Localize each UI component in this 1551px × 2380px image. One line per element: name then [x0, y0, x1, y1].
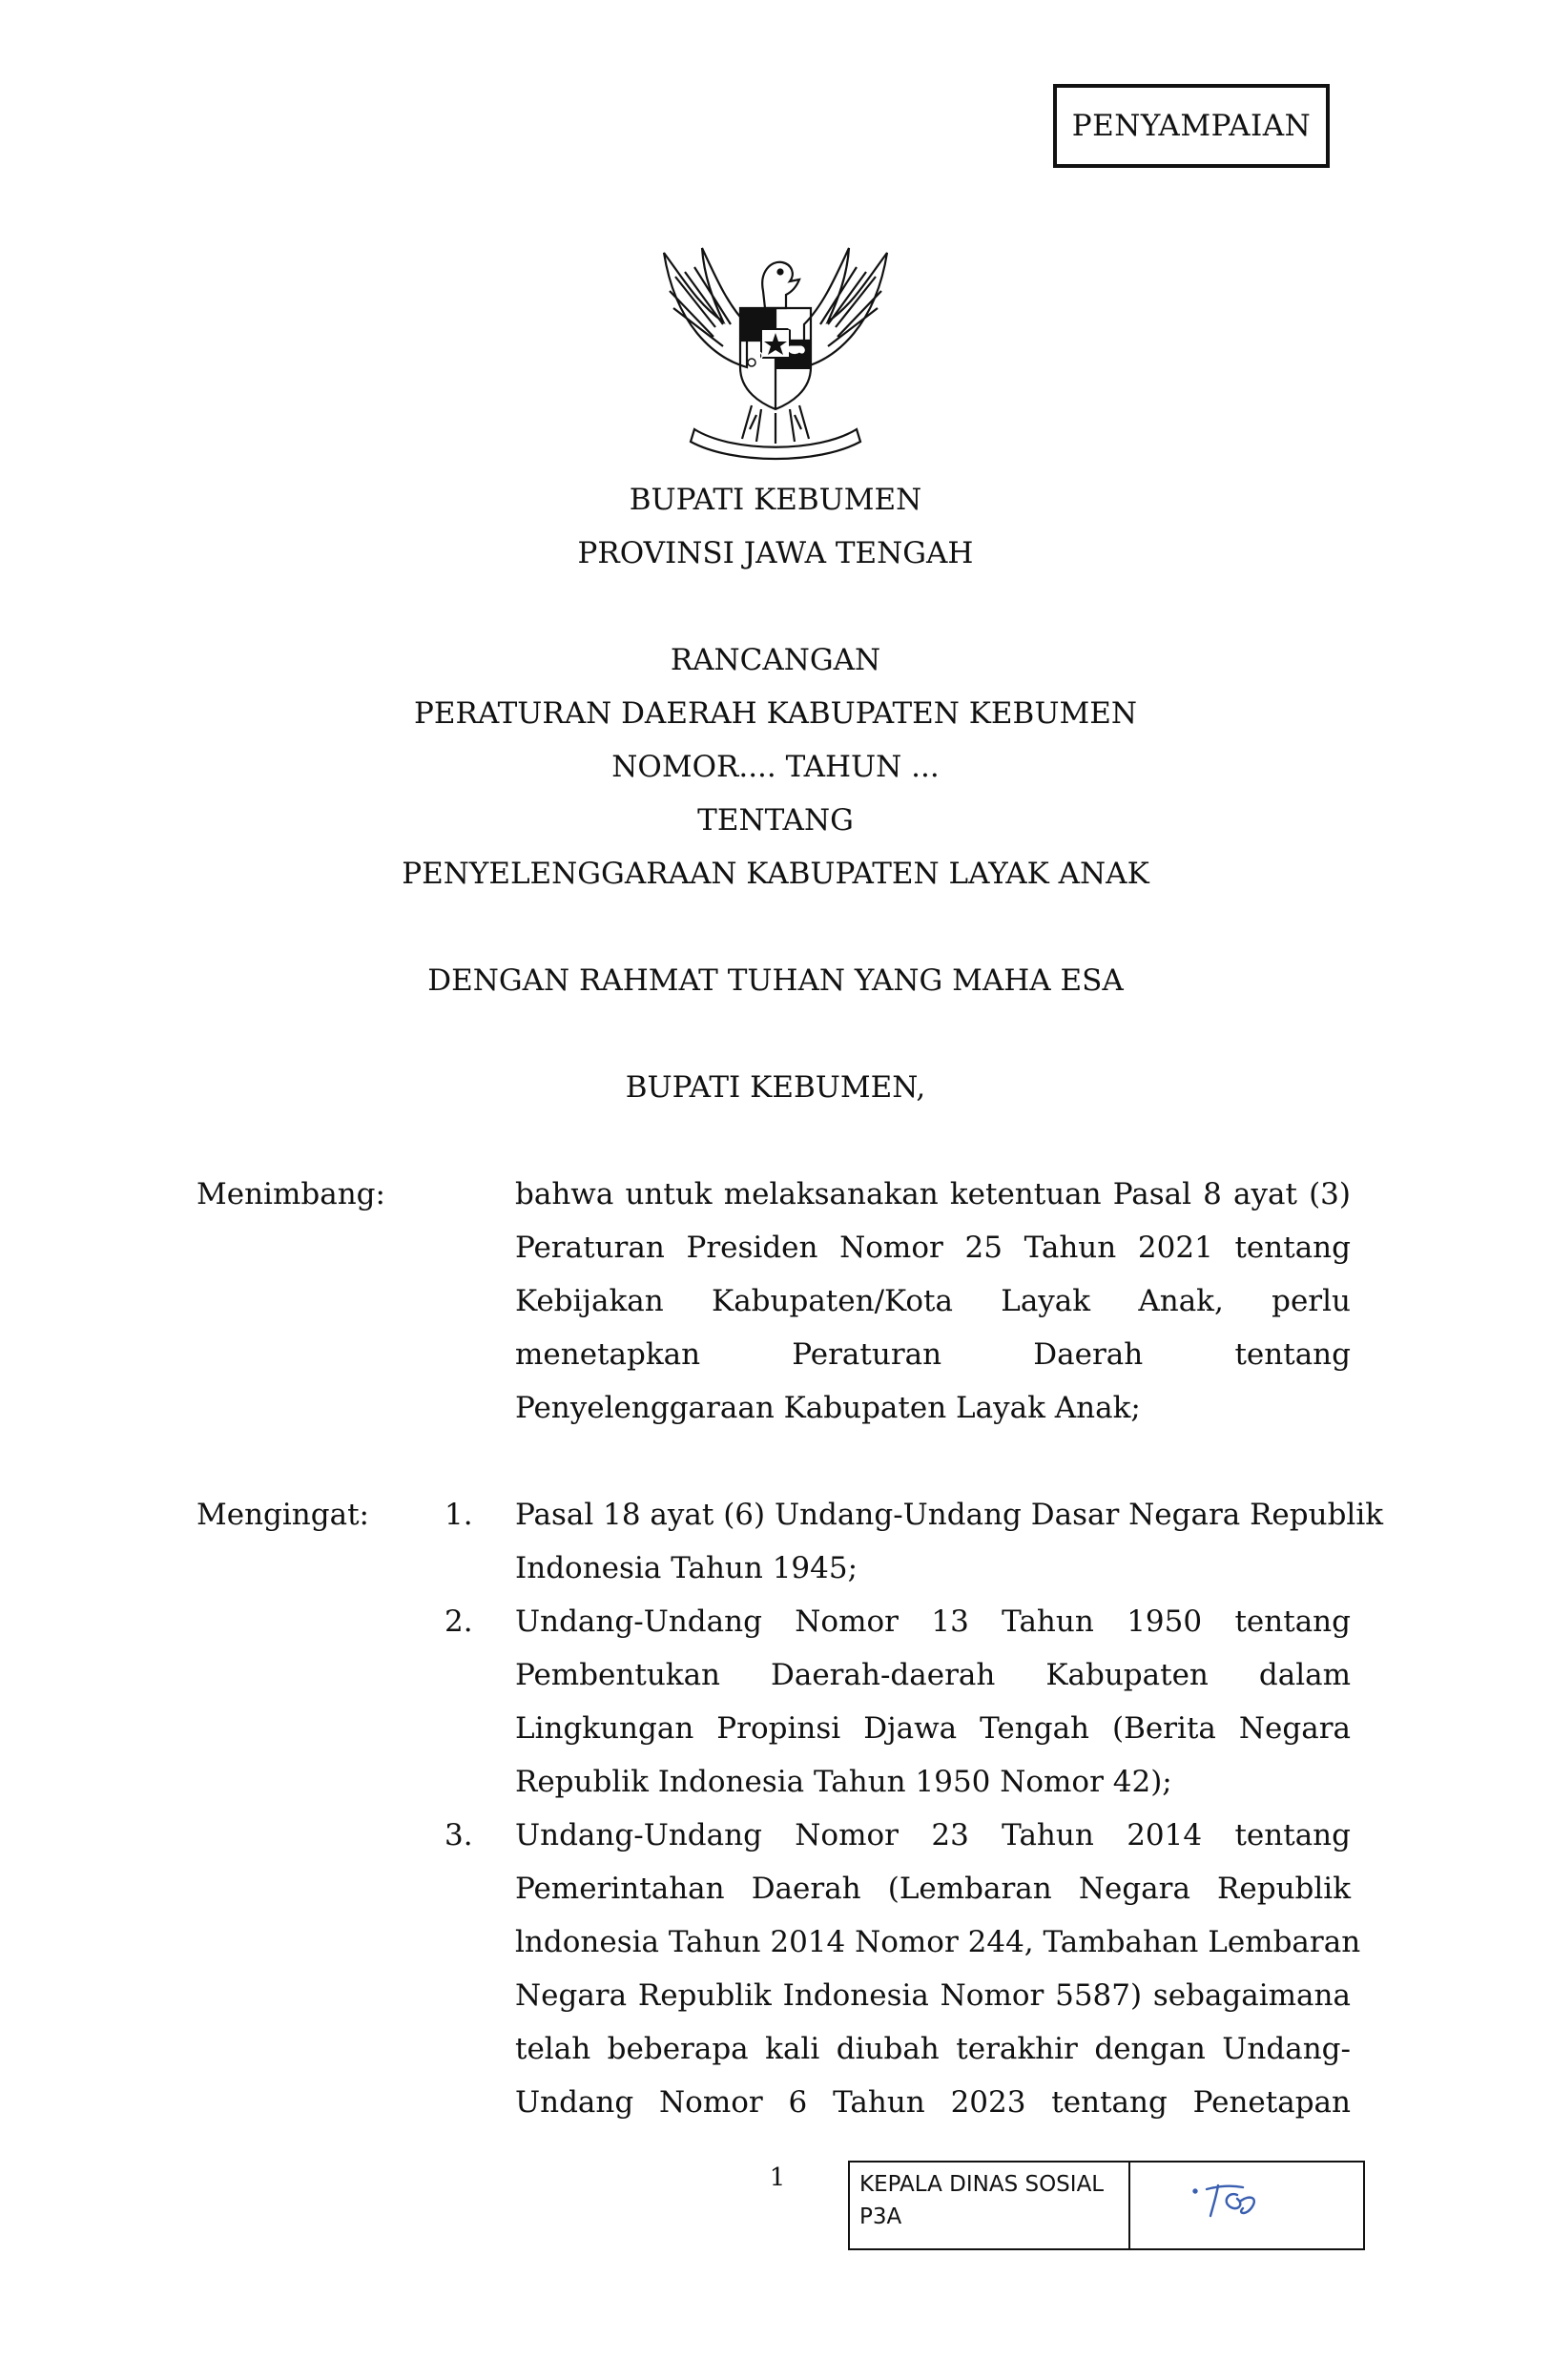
title-bupati-kebumen: BUPATI KEBUMEN, [625, 1070, 926, 1105]
mengingat-item-number: 1. [445, 1498, 473, 1532]
menimbang-line: menetapkan Peraturan Daerah tentang [515, 1337, 1351, 1372]
penyampaian-stamp-box [1053, 84, 1330, 168]
mengingat-item-line: Undang-Undang Nomor 13 Tahun 1950 tentang [515, 1604, 1351, 1639]
mengingat-item-line: Negara Republik Indonesia Nomor 5587) sebagaimana [515, 1978, 1351, 2013]
menimbang-line: Kebijakan Kabupaten/Kota Layak Anak, perlu [515, 1284, 1351, 1318]
mengingat-item-line: lndonesia Tahun 2014 Nomor 244, Tambahan Lembaran [515, 1925, 1361, 1959]
menimbang-line: bahwa untuk melaksanakan ketentuan Pasal 8 ayat (3) [515, 1177, 1351, 1211]
mengingat-item-number: 3. [445, 1818, 473, 1852]
mengingat-item-line: Pemerintahan Daerah (Lembaran Negara Republik [515, 1872, 1351, 1906]
title-nomor-tahun: NOMOR.... TAHUN ... [611, 750, 940, 784]
garuda-pancasila-emblem [656, 234, 895, 463]
menimbang-line: Peraturan Presiden Nomor 25 Tahun 2021 tentang [515, 1231, 1351, 1265]
title-provinsi: PROVINSI JAWA TENGAH [577, 536, 974, 570]
garuda-emblem-icon [656, 234, 895, 463]
paraf-signature-cell [1130, 2163, 1363, 2248]
signatory-label-line2: P3A [859, 2204, 902, 2229]
mengingat-item-line: Lingkungan Propinsi Djawa Tengah (Berita Negara [515, 1711, 1351, 1746]
signatory-label [850, 2163, 1130, 2248]
title-bupati: BUPATI KEBUMEN [629, 483, 922, 517]
mengingat-item-line: Pembentukan Daerah-daerah Kabupaten dalam [515, 1658, 1351, 1692]
title-subject: PENYELENGGARAAN KABUPATEN LAYAK ANAK [402, 857, 1149, 891]
title-dengan-rahmat: DENGAN RAHMAT TUHAN YANG MAHA ESA [427, 963, 1124, 998]
title-rancangan: RANCANGAN [670, 643, 881, 677]
stamp-label: PENYAMPAIAN [1071, 109, 1312, 143]
page-number: 1 [769, 2163, 786, 2192]
mengingat-item-line: Republik Indonesia Tahun 1950 Nomor 42); [515, 1765, 1172, 1799]
paraf-signature-box [848, 2161, 1365, 2250]
mengingat-item-line: Undang-Undang Nomor 23 Tahun 2014 tentang [515, 1818, 1351, 1852]
mengingat-item-number: 2. [445, 1604, 473, 1639]
mengingat-item-line: telah beberapa kali diubah terakhir dengan Undang- [515, 2032, 1351, 2066]
mengingat-item-line: Undang Nomor 6 Tahun 2023 tentang Penetapan [515, 2085, 1351, 2120]
title-peraturan-daerah: PERATURAN DAERAH KABUPATEN KEBUMEN [414, 696, 1137, 731]
signatory-label-line1: KEPALA DINAS SOSIAL [859, 2172, 1105, 2197]
mengingat-label: Mengingat: [196, 1498, 370, 1532]
mengingat-item-line: Indonesia Tahun 1945; [515, 1551, 858, 1585]
title-tentang: TENTANG [697, 803, 854, 838]
mengingat-item-line: Pasal 18 ayat (6) Undang-Undang Dasar Negara Republik [515, 1498, 1384, 1532]
handwritten-signature-icon [1130, 2163, 1363, 2248]
menimbang-line: Penyelenggaraan Kabupaten Layak Anak; [515, 1391, 1141, 1425]
menimbang-label: Menimbang: [196, 1177, 385, 1211]
